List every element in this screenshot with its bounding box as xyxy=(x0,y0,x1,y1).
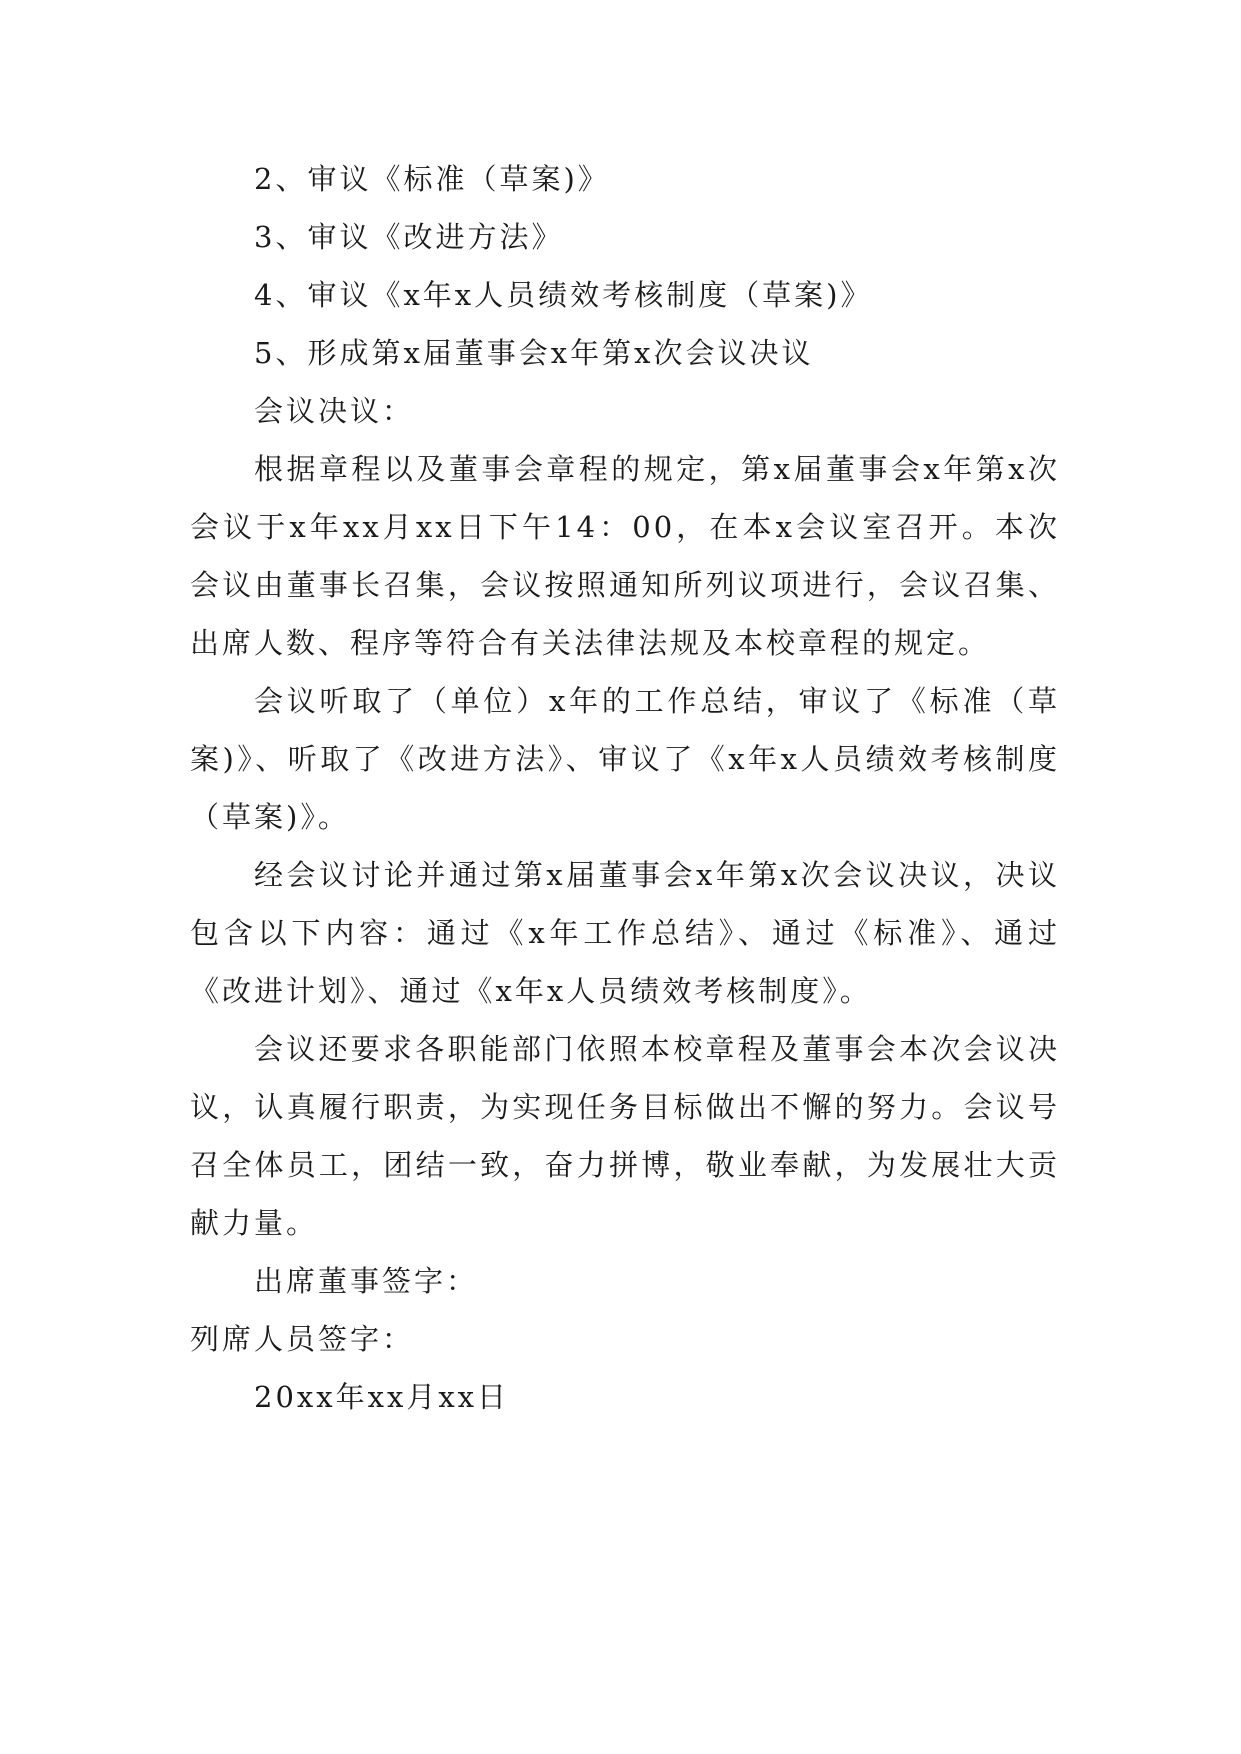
paragraph-resolution-content: 经会议讨论并通过第x届董事会x年第x次会议决议，决议包含以下内容：通过《x年工作总结》、通过《标准》、通过《改进计划》、通过《x年x人员绩效考核制度》。 xyxy=(190,858,1060,1008)
paragraph-requirements: 会议还要求各职能部门依照本校章程及董事会本次会议决议，认真履行职责，为实现任务目标做出不懈的努力。会议号召全体员工，团结一致，奋力拼博，敬业奉献，为发展壮大贡献力量。 xyxy=(190,1032,1060,1240)
agenda-item-3: 3、审议《改进方法》 xyxy=(254,220,564,254)
directors-signature-label: 出席董事签字： xyxy=(254,1264,479,1298)
document-date: 20xx年xx月xx日 xyxy=(254,1380,510,1414)
attendees-signature-label: 列席人员签字： xyxy=(190,1322,415,1356)
agenda-item-2: 2、审议《标准（草案)》 xyxy=(254,162,610,196)
paragraph-meeting-info: 根据章程以及董事会章程的规定，第x届董事会x年第x次会议于x年xx月xx日下午14：00，在本x会议室召开。本次会议由董事长召集，会议按照通知所列议项进行，会议召集、出席人数、程序等符合有关法律法规及本校章程的规定。 xyxy=(190,452,1060,660)
agenda-item-5: 5、形成第x届董事会x年第x次会议决议 xyxy=(254,336,814,370)
paragraph-meeting-review: 会议听取了（单位）x年的工作总结，审议了《标准（草案)》、听取了《改进方法》、审议了《x年x人员绩效考核制度（草案)》。 xyxy=(190,684,1060,834)
document-page xyxy=(190,150,1060,1426)
resolution-heading: 会议决议： xyxy=(254,394,415,428)
agenda-item-4: 4、审议《x年x人员绩效考核制度（草案)》 xyxy=(254,278,873,312)
